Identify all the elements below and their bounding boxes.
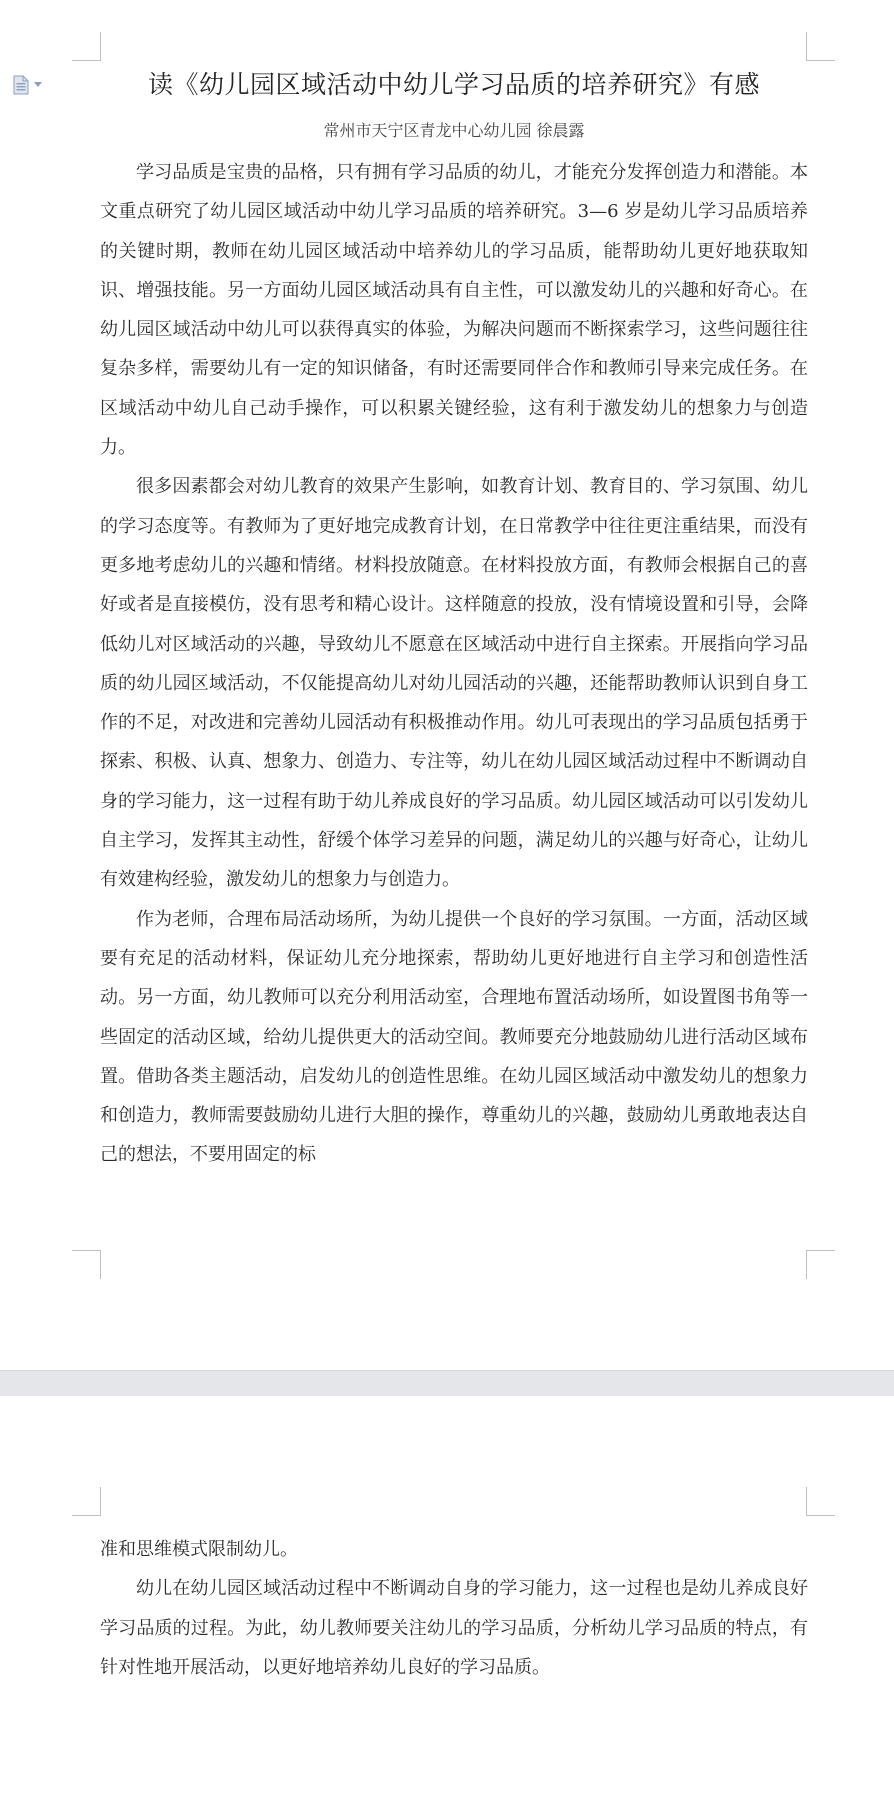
crop-mark-top-left [72, 32, 101, 61]
crop-mark-bottom-left [72, 1250, 101, 1279]
document-body-page-2 [100, 1530, 808, 1687]
document-author: 常州市天宁区青龙中心幼儿园 徐晨露 [323, 121, 585, 140]
caret-down-icon [34, 82, 42, 88]
body-paragraph-continuation: 准和思维模式限制幼儿。 [100, 1539, 298, 1560]
document-title: 读《幼儿园区域活动中幼儿学习品质的培养研究》有感 [147, 70, 760, 99]
body-paragraph: 作为老师，合理布局活动场所，为幼儿提供一个良好的学习氛围。一方面，活动区域要有充足的活动材料，保证幼儿充分地探索，帮助幼儿更好地进行自主学习和创造性活动。另一方面，幼儿教师可以充分利用活动室，合理地布置活动场所，如设置图书角等一些固定的活动区域，给幼儿提供更大的活动空间。教师要充分地鼓励幼儿进行活动区域布置。借助各类主题活动，启发幼儿的创造性思维。在幼儿园区域活动中激发幼儿的想象力和创造力，教师需要鼓励幼儿进行大胆的操作，尊重幼儿的兴趣，鼓励幼儿勇敢地表达自己的想法，不要用固定的标 [100, 908, 808, 1166]
document-page-2 [0, 1396, 894, 1793]
crop-mark-bottom-right [806, 1250, 835, 1279]
document-body-page-1 [100, 153, 808, 1175]
document-menu-button[interactable] [12, 74, 50, 96]
crop-mark-top-left [72, 1487, 101, 1516]
page-separator [0, 1370, 894, 1398]
body-paragraph: 学习品质是宝贵的品格，只有拥有学习品质的幼儿，才能充分发挥创造力和潜能。本文重点研究了幼儿园区域活动中幼儿学习品质的培养研究。3—6 岁是幼儿学习品质培养的关键时期，教师在幼儿园区域活动中培养幼儿的学习品质，能帮助幼儿更好地获取知识、增强技能。另一方面幼儿园区域活动具有自主性，可以激发幼儿的兴趣和好奇心。在幼儿园区域活动中幼儿可以获得真实的体验，为解决问题而不断探索学习，这些问题往往复杂多样，需要幼儿有一定的知识储备，有时还需要同伴合作和教师引导来完成任务。在区域活动中幼儿自己动手操作，可以积累关键经验，这有利于激发幼儿的想象力与创造力。 [100, 162, 808, 459]
crop-mark-top-right [806, 1487, 835, 1516]
crop-mark-top-right [806, 32, 835, 61]
body-paragraph: 幼儿在幼儿园区域活动过程中不断调动自身的学习能力，这一过程也是幼儿养成良好学习品质的过程。为此，幼儿教师要关注幼儿的学习品质，分析幼儿学习品质的特点，有针对性地开展活动，以更好地培养幼儿良好的学习品质。 [100, 1578, 808, 1678]
body-paragraph: 很多因素都会对幼儿教育的效果产生影响，如教育计划、教育目的、学习氛围、幼儿的学习态度等。有教师为了更好地完成教育计划，在日常教学中往往更注重结果，而没有更多地考虑幼儿的兴趣和情绪。材料投放随意。在材料投放方面，有教师会根据自己的喜好或者是直接模仿，没有思考和精心设计。这样随意的投放，没有情境设置和引导，会降低幼儿对区域活动的兴趣，导致幼儿不愿意在区域活动中进行自主探索。开展指向学习品质的幼儿园区域活动，不仅能提高幼儿对幼儿园活动的兴趣，还能帮助教师认识到自身工作的不足，对改进和完善幼儿园活动有积极推动作用。幼儿可表现出的学习品质包括勇于探索、积极、认真、想象力、创造力、专注等，幼儿在幼儿园区域活动过程中不断调动自身的学习能力，这一过程有助于幼儿养成良好的学习品质。幼儿园区域活动可以引发幼儿自主学习，发挥其主动性，舒缓个体学习差异的问题，满足幼儿的兴趣与好奇心，让幼儿有效建构经验，激发幼儿的想象力与创造力。 [100, 476, 808, 891]
document-icon [12, 75, 30, 95]
